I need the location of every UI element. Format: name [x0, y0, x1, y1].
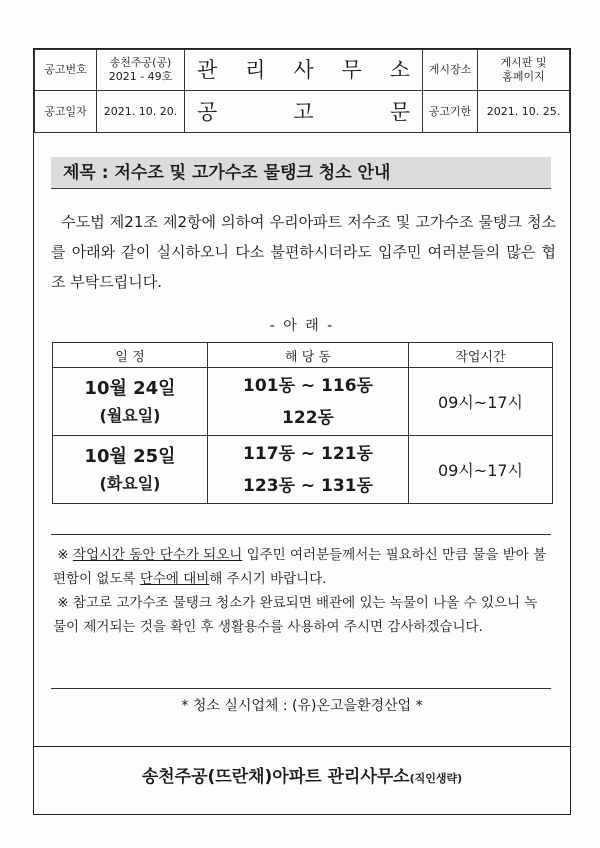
footer-office-name: 송천주공(뜨란채)아파트 관리사무소	[141, 767, 410, 787]
office-title-char: 무	[341, 58, 362, 82]
dong-cell	[208, 436, 409, 504]
note-1	[53, 543, 549, 591]
contractor-line: * 청소 실시업체 : (유)온고을환경산업 *	[181, 698, 423, 714]
dong-range: 122동	[282, 407, 334, 428]
notice-frame	[33, 48, 571, 815]
office-title-chars	[185, 58, 422, 82]
subject-title: 제목 : 저수조 및 고가수조 물탱크 청소 안내	[51, 157, 551, 189]
notice-no-line2: 2021 - 49호	[108, 70, 173, 83]
ara-label: - 아 래 -	[269, 318, 335, 334]
table-row	[53, 368, 553, 436]
note-2	[53, 591, 549, 639]
date-cell	[53, 436, 208, 504]
time-cell: 09시~17시	[409, 368, 553, 436]
note-mark: ※	[57, 547, 73, 563]
notes-box	[51, 534, 551, 689]
body-text	[51, 207, 556, 297]
note-text: ※ 참고로 고가수조 물탱크 청소가 완료되면 배관에 있는 녹물이 나올 수 있으니 녹물이 제거되는 것을 확인 후 생활용수를 사용하여 주시면 감사하겠습니다.	[53, 595, 538, 635]
note-underline-2: 단수에 대비	[139, 571, 210, 587]
post-place-line2: 홈페이지	[502, 70, 545, 83]
dong-range: 117동 ~ 121동	[243, 443, 373, 464]
office-title	[185, 50, 423, 91]
office-title-char: 소	[389, 58, 410, 82]
schedule-table	[52, 342, 552, 504]
date-cell	[53, 368, 208, 436]
table-row	[53, 436, 553, 504]
dong-range: 101동 ~ 116동	[243, 375, 373, 396]
note-text: 해 주시기 바랍니다.	[209, 571, 327, 587]
notice-header	[34, 49, 569, 132]
notice-no-line1: 송천주공(공)	[109, 56, 172, 69]
post-place	[478, 50, 570, 91]
deadline: 2021. 10. 25.	[478, 91, 570, 133]
notice-title-char: 공	[197, 99, 218, 124]
date: 10월 25일	[84, 445, 176, 467]
notice-date-label: 공고일자	[35, 91, 97, 133]
post-place-line1: 게시판 및	[500, 56, 547, 69]
office-title-char: 리	[245, 58, 266, 82]
seal-omitted-note: (직인생략)	[409, 772, 463, 785]
post-place-label: 게시장소	[423, 50, 478, 91]
notice-title-chars	[185, 99, 422, 124]
day: (화요일)	[99, 473, 161, 493]
notice-title-char: 고	[293, 99, 314, 124]
notice-no	[97, 50, 185, 91]
header-time: 작업시간	[409, 343, 553, 368]
header-date: 일 정	[53, 343, 208, 368]
office-title-char: 사	[293, 58, 314, 82]
time-cell: 09시~17시	[409, 436, 553, 504]
note-text: 입주민 여러분들께서는 필요하신 만큼 물을 받아 불편함이 없도록	[53, 547, 547, 587]
body-paragraph: 수도법 제21조 제2항에 의하여 우리아파트 저수조 및 고가수조 물탱크 청소를 아래와 같이 실시하오니 다소 불편하시더라도 입주민 여러분들의 많은 협조 부탁드립니다.	[51, 213, 556, 291]
office-title-char: 관	[197, 58, 218, 82]
notice-no-label: 공고번호	[35, 50, 97, 91]
dong-range: 123동 ~ 131동	[243, 475, 373, 496]
date: 10월 24일	[84, 377, 176, 399]
dong-cell	[208, 368, 409, 436]
header-dong: 해 당 동	[208, 343, 409, 368]
footer-office	[34, 746, 570, 814]
notice-title	[185, 91, 423, 133]
deadline-label: 공고기한	[423, 91, 478, 133]
note-underline-1: 작업시간 동안 단수가 되오니	[72, 547, 243, 563]
day: (월요일)	[99, 405, 161, 425]
notice-title-char: 문	[389, 99, 410, 124]
notice-date: 2021. 10. 20.	[97, 91, 185, 133]
